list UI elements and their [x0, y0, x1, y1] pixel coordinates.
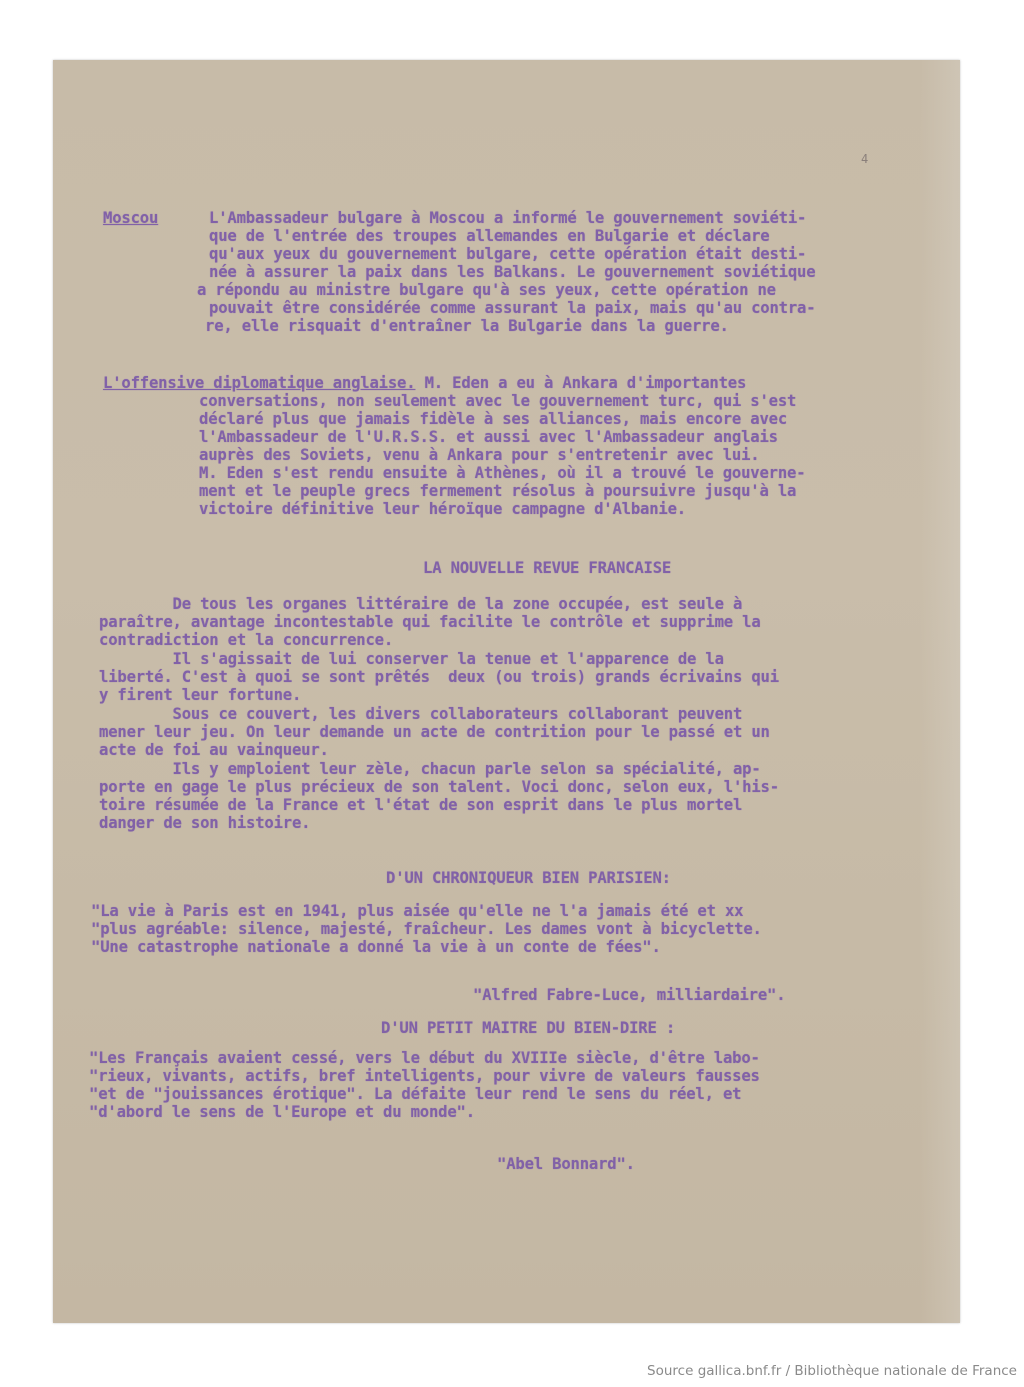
- moscou-line: L'Ambassadeur bulgare à Moscou a informé le gouvernement soviéti-: [209, 209, 807, 227]
- nrf-line: contradiction et la concurrence.: [99, 631, 394, 649]
- chroniqueur-title: D'UN CHRONIQUEUR BIEN PARISIEN:: [386, 869, 671, 887]
- nrf-line: Sous ce couvert, les divers collaborateurs collaborant peuvent: [99, 705, 743, 723]
- nrf-line: acte de foi au vainqueur.: [99, 741, 329, 759]
- document-sheet: [53, 60, 960, 1323]
- chroniqueur-quote-line: "La vie à Paris est en 1941, plus aisée qu'elle ne l'a jamais été et xx: [91, 902, 744, 920]
- nrf-line: Ils y emploient leur zèle, chacun parle selon sa spécialité, ap-: [99, 760, 761, 778]
- nrf-body: [99, 596, 959, 855]
- offensive-first-line: [103, 375, 746, 392]
- moscou-line: qu'aux yeux du gouvernement bulgare, cette opération était desti-: [209, 245, 807, 263]
- nrf-line: De tous les organes littéraire de la zone occupée, est seule à: [99, 595, 743, 613]
- maitre-quote: [89, 1050, 959, 1154]
- nrf-line: mener leur jeu. On leur demande un acte de contrition pour le passé et un: [99, 723, 770, 741]
- page-number-mark: 4: [861, 152, 869, 166]
- chroniqueur-author: "Alfred Fabre-Luce, milliardaire".: [473, 986, 786, 1004]
- offensive-line: déclaré plus que jamais fidèle à ses alliances, mais encore avec: [199, 410, 788, 428]
- maitre-author: "Abel Bonnard".: [497, 1155, 635, 1173]
- source-attribution: Source gallica.bnf.fr / Bibliothèque nationale de France: [647, 1363, 1017, 1379]
- offensive-line: ment et le peuple grecs fermement résolus à poursuivre jusqu'à la: [199, 482, 797, 500]
- nrf-line: danger de son histoire.: [99, 814, 311, 832]
- moscou-heading: Moscou: [103, 209, 159, 227]
- moscou-line: a répondu au ministre bulgare qu'à ses yeux, cette opération ne: [197, 281, 776, 299]
- moscou-line: pouvait être considérée comme assurant la paix, mais qu'au contra-: [209, 299, 816, 317]
- maitre-author-block: [497, 1155, 635, 1208]
- offensive-line: auprès des Soviets, venu à Ankara pour s'entretenir avec lui.: [199, 446, 760, 464]
- offensive-heading: L'offensive diplomatique anglaise.: [103, 374, 416, 392]
- maitre-quote-line: "rieux, vivants, actifs, bref intelligents, pour vivre de valeurs fausses: [89, 1067, 760, 1085]
- maitre-quote-line: "d'abord le sens de l'Europe et du monde".: [89, 1103, 475, 1121]
- offensive-line: l'Ambassadeur de l'U.R.S.S. et aussi avec l'Ambassadeur anglais: [199, 428, 778, 446]
- moscou-line: que de l'entrée des troupes allemandes en Bulgarie et déclare: [209, 227, 770, 245]
- chroniqueur-quote: [91, 903, 961, 989]
- nrf-line: Il s'agissait de lui conserver la tenue et l'apparence de la: [99, 650, 724, 668]
- nrf-line: liberté. C'est à quoi se sont prêtés deux (ou trois) grands écrivains qui: [99, 668, 779, 686]
- chroniqueur-quote-line: "plus agréable: silence, majesté, fraîcheur. Les dames vont à bicyclette.: [91, 920, 762, 938]
- offensive-body: [199, 393, 959, 549]
- nrf-line: porte en gage le plus précieux de son talent. Voci donc, selon eux, l'his-: [99, 778, 779, 796]
- moscou-body: [197, 209, 949, 366]
- offensive-line: victoire définitive leur héroïque campagne d'Albanie.: [199, 500, 686, 518]
- maitre-title: D'UN PETIT MAITRE DU BIEN-DIRE :: [381, 1019, 676, 1037]
- moscou-line: re, elle risquait d'entraîner la Bulgarie dans la guerre.: [205, 317, 729, 335]
- nrf-line: y firent leur fortune.: [99, 686, 302, 704]
- maitre-quote-line: "et de "jouissances érotique". La défaite leur rend le sens du réel, et: [89, 1085, 742, 1103]
- moscou-section: [103, 209, 159, 262]
- chroniqueur-quote-line: "Une catastrophe nationale a donné la vie à un conte de fées".: [91, 938, 661, 956]
- moscou-line: née à assurer la paix dans les Balkans. Le gouvernement soviétique: [209, 263, 816, 281]
- maitre-quote-line: "Les Français avaient cessé, vers le début du XVIIIe siècle, d'être labo-: [89, 1049, 760, 1067]
- offensive-intro: M. Eden a eu à Ankara d'importantes: [415, 374, 747, 392]
- offensive-line: conversations, non seulement avec le gouvernement turc, qui s'est: [199, 392, 797, 410]
- nrf-line: paraître, avantage incontestable qui facilite le contrôle et supprime la: [99, 613, 761, 631]
- offensive-line: M. Eden s'est rendu ensuite à Athènes, où il a trouvé le gouverne-: [199, 464, 806, 482]
- nrf-title: LA NOUVELLE REVUE FRANCAISE: [423, 559, 672, 577]
- nrf-line: toire résumée de la France et l'état de son esprit dans le plus mortel: [99, 796, 743, 814]
